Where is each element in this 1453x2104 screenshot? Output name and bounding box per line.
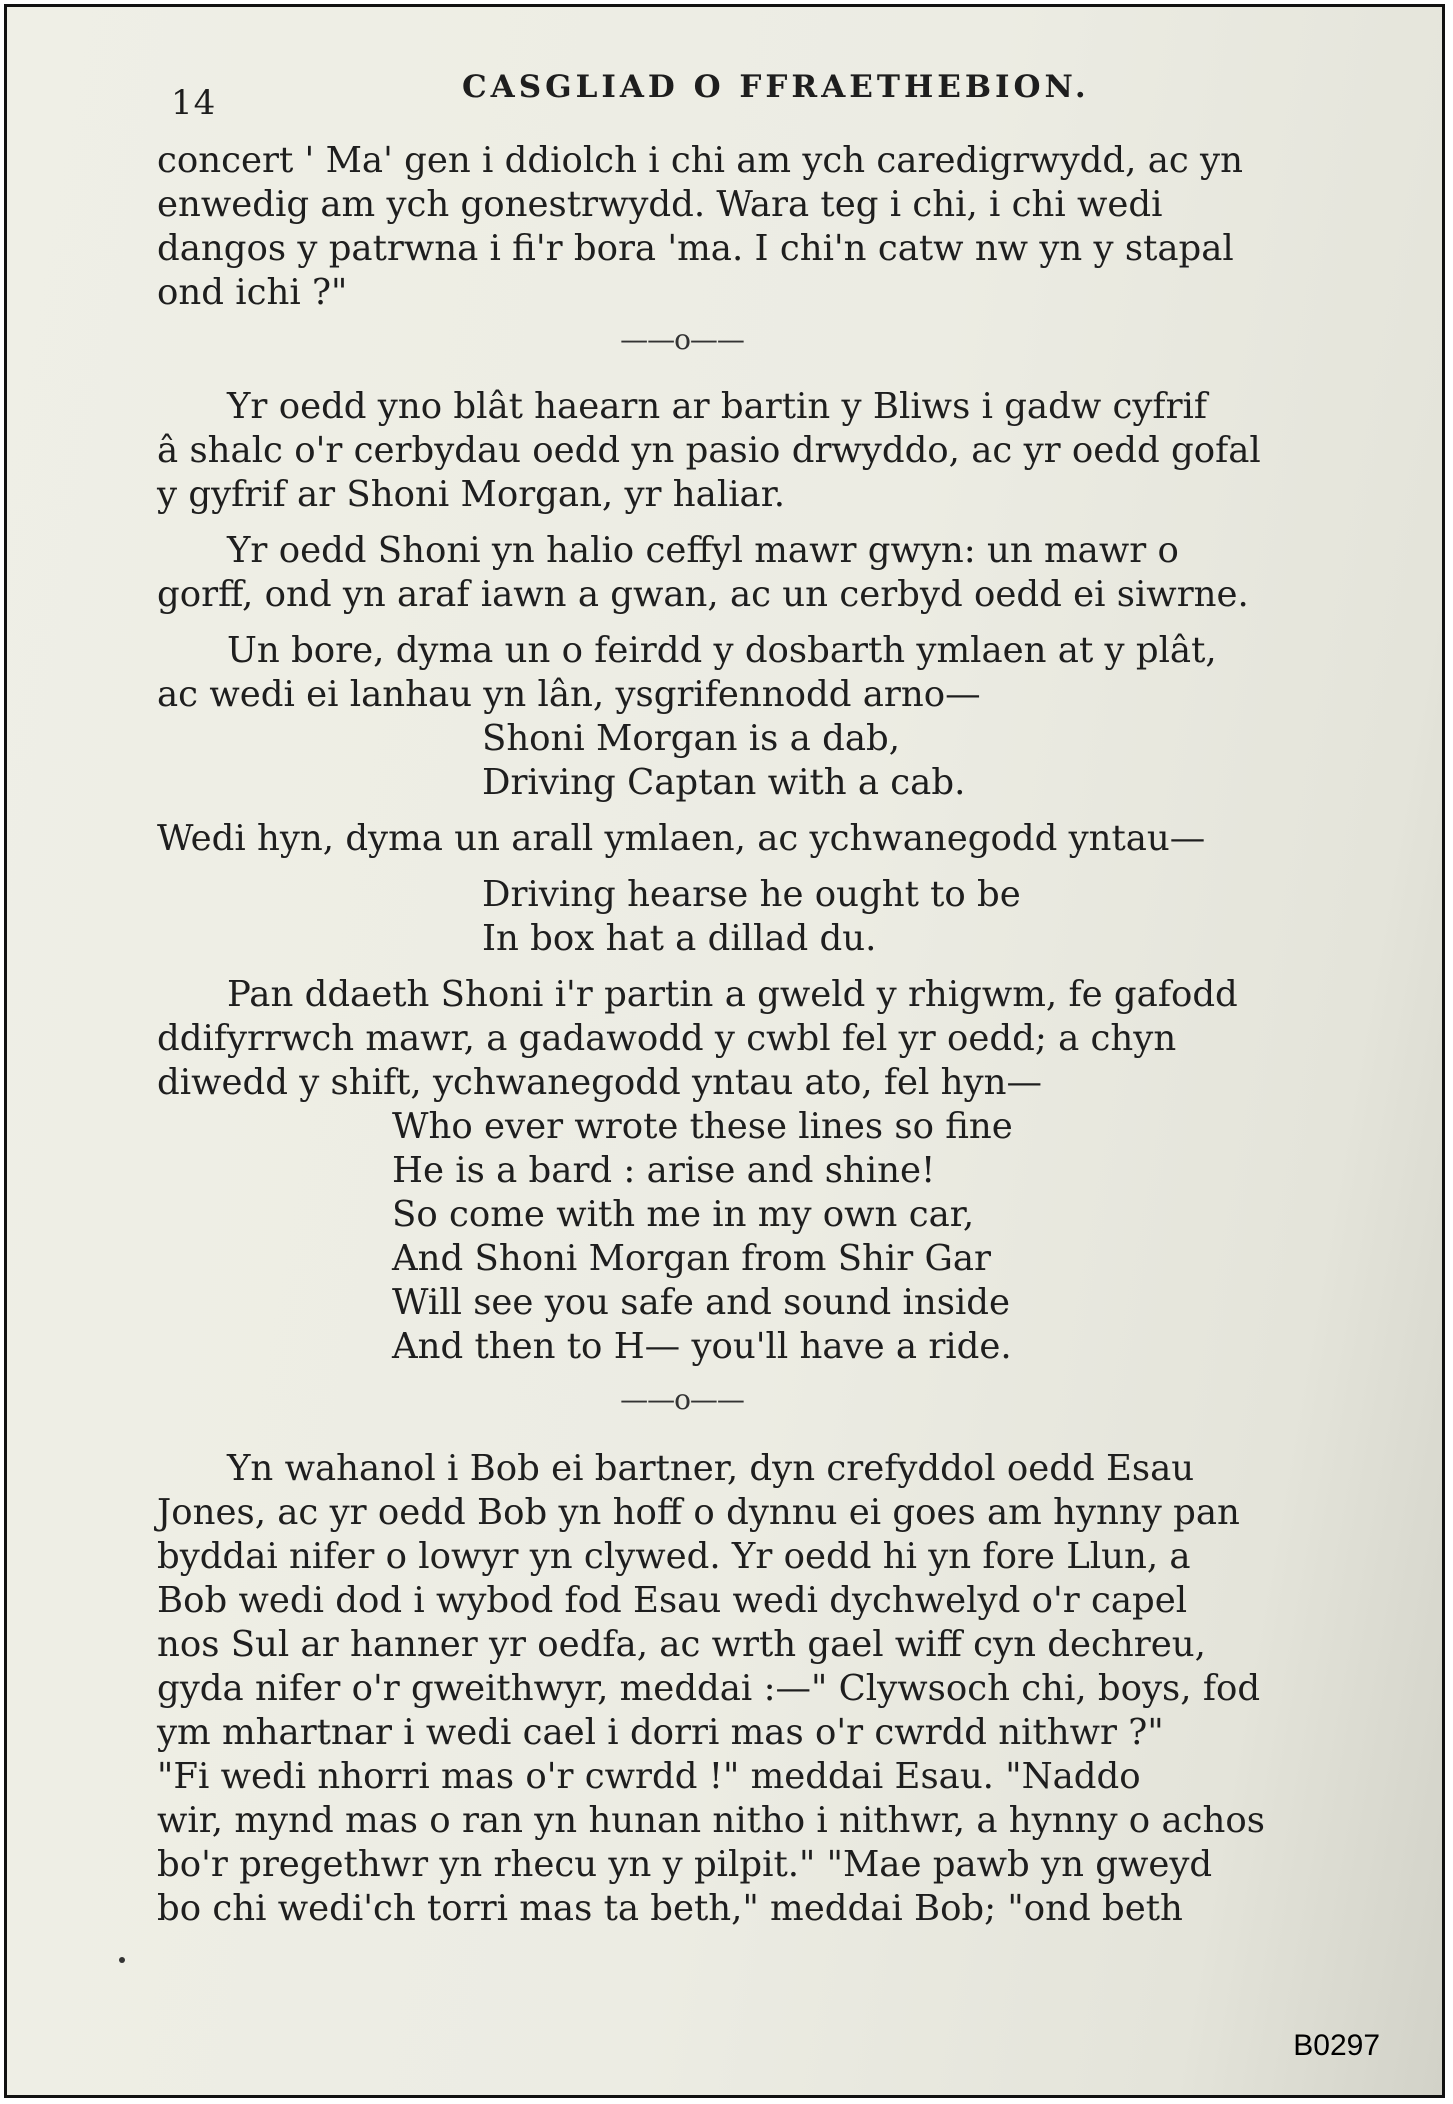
text-line: â shalc o'r cerbydau oedd yn pasio drwyddo, ac yr oedd gofal [157, 430, 1261, 471]
text-line: Un bore, dyma un o feirdd y dosbarth ymlaen at y plât, [227, 630, 1217, 671]
text-line: "Fi wedi nhorri mas o'r cwrdd !" meddai Esau. "Naddo [157, 1756, 1141, 1797]
text-line: Yn wahanol i Bob ei bartner, dyn crefyddol oedd Esau [227, 1448, 1195, 1489]
text-line: nos Sul ar hanner yr oedfa, ac wrth gael wiff cyn dechreu, [157, 1624, 1206, 1665]
paragraph [157, 973, 1367, 1105]
text-line: enwedig am ych gonestrwydd. Wara teg i chi, i chi wedi [157, 184, 1163, 225]
paragraph [157, 817, 1367, 861]
image-id-label: B0297 [1293, 2029, 1380, 2062]
text-line: concert ' Ma' gen i ddiolch i chi am ych caredigrwydd, ac yn [157, 140, 1243, 181]
text-line: bo'r pregethwr yn rhecu yn y pilpit." "Mae pawb yn gweyd [157, 1844, 1213, 1885]
verse [157, 1105, 1367, 1369]
paragraph [157, 629, 1367, 717]
book-page [157, 59, 1367, 1931]
text-line: Yr oedd Shoni yn halio ceffyl mawr gwyn: un mawr o [227, 530, 1179, 571]
verse-line: So come with me in my own car, [392, 1194, 975, 1235]
text-line: ddifyrrwch mawr, a gadawodd y cwbl fel yr oedd; a chyn [157, 1018, 1177, 1059]
verse [157, 717, 1367, 805]
continued-paragraph [157, 139, 1367, 315]
text-line: dangos y patrwna i fi'r bora 'ma. I chi'n catw nw yn y stapal [157, 228, 1234, 269]
text-line: bo chi wedi'ch torri mas ta beth," meddai Bob; "ond beth [157, 1888, 1183, 1929]
verse-line: And Shoni Morgan from Shir Gar [392, 1238, 992, 1279]
running-head: CASGLIAD O FFRAETHEBION. [462, 69, 1090, 105]
verse-line: And then to H— you'll have a ride. [392, 1326, 1012, 1367]
page-frame [4, 4, 1445, 2098]
verse-line: He is a bard : arise and shine! [392, 1150, 936, 1191]
verse-line: In box hat a dillad du. [482, 918, 877, 959]
verse-line: Who ever wrote these lines so fine [392, 1106, 1013, 1147]
text-line: Pan ddaeth Shoni i'r partin a gweld y rhigwm, fe gafodd [227, 974, 1238, 1015]
verse [157, 873, 1367, 961]
paragraph [157, 385, 1367, 517]
text-line: gyda nifer o'r gweithwyr, meddai :—" Clywsoch chi, boys, fod [157, 1668, 1261, 1709]
text-line: diwedd y shift, ychwanegodd yntau ato, fel hyn— [157, 1062, 1042, 1103]
text-line: Jones, ac yr oedd Bob yn hoff o dynnu ei goes am hynny pan [157, 1492, 1240, 1533]
text-line: wir, mynd mas o ran yn hunan nitho i nithwr, a hynny o achos [157, 1800, 1265, 1841]
verse-line: Shoni Morgan is a dab, [482, 718, 900, 759]
section-separator: ——o—— [620, 323, 744, 356]
paragraph [157, 529, 1367, 617]
text-line: y gyfrif ar Shoni Morgan, yr haliar. [157, 474, 786, 515]
verse-line: Driving Captan with a cab. [482, 762, 966, 803]
text-line: Wedi hyn, dyma un arall ymlaen, ac ychwanegodd yntau— [157, 818, 1206, 859]
paragraph [157, 1447, 1367, 1931]
text-line: gorff, ond yn araf iawn a gwan, ac un cerbyd oedd ei siwrne. [157, 574, 1249, 615]
ink-speck [119, 1957, 125, 1963]
text-line: byddai nifer o lowyr yn clywed. Yr oedd hi yn fore Llun, a [157, 1536, 1191, 1577]
text-line: ond ichi ?" [157, 272, 348, 313]
page-header [157, 59, 1367, 139]
text-line: Yr oedd yno blât haearn ar bartin y Bliws i gadw cyfrif [227, 386, 1208, 427]
section-separator: ——o—— [620, 1383, 744, 1416]
text-line: ac wedi ei lanhau yn lân, ysgrifennodd arno— [157, 674, 981, 715]
text-line: ym mhartnar i wedi cael i dorri mas o'r cwrdd nithwr ?" [157, 1712, 1164, 1753]
verse-line: Will see you safe and sound inside [392, 1282, 1011, 1323]
text-line: Bob wedi dod i wybod fod Esau wedi dychwelyd o'r capel [157, 1580, 1188, 1621]
verse-line: Driving hearse he ought to be [482, 874, 1021, 915]
page-number: 14 [171, 83, 217, 123]
